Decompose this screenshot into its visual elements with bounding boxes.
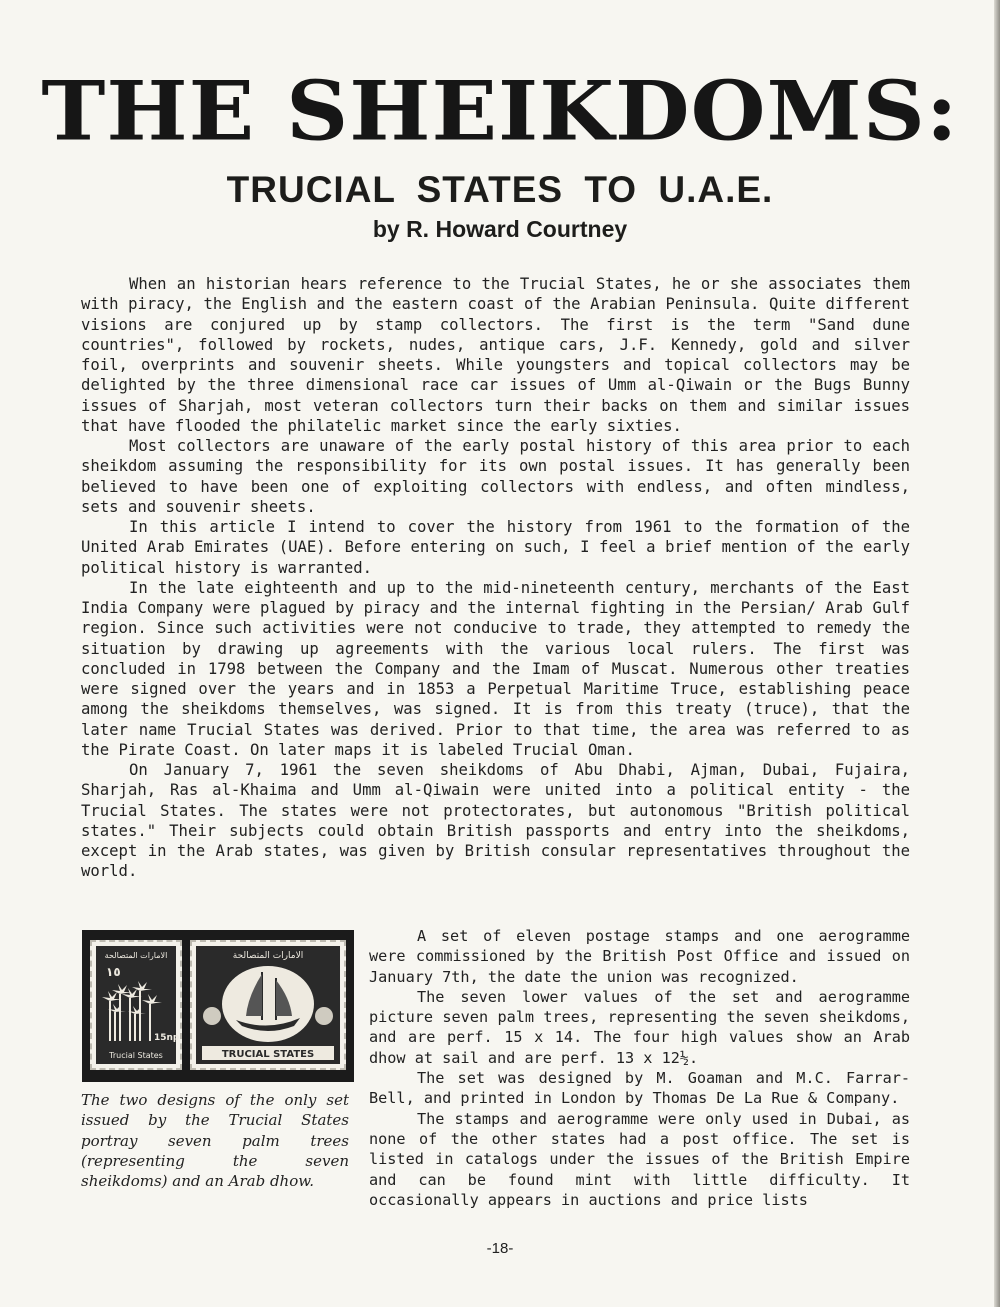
- paragraph: On January 7, 1961 the seven sheikdoms of Abu Dhabi, Ajman, Dubai, Fujaira, Sharjah, Ras al-Khaima and Umm al-Qiwain were united into a political entity - the Trucial States. The states were not protectorates, but autonomous "British political states." Their subjects could obtain British passports and entry into the sheikdoms, except in the Arab states, was given by British consular representatives throughout the world.: [81, 761, 910, 881]
- article-subtitle: TRUCIAL STATES TO U.A.E.: [226, 169, 774, 210]
- palm-stamp-value: 15np: [154, 1033, 180, 1043]
- paragraph: In this article I intend to cover the history from 1961 to the formation of the United Arab Emirates (UAE). Before entering on such, I feel a brief mention of the early political history is warranted.: [81, 518, 910, 577]
- paragraph: A set of eleven postage stamps and one aerogramme were commissioned by the British Post Office and issued on January 7th, the date the union was recognized.: [369, 927, 910, 986]
- page-number: -18-: [486, 1240, 514, 1257]
- article-title: THE SHEIKDOMS:: [41, 63, 959, 160]
- dhow-stamp-arabic: الامارات المتصالحة: [232, 951, 304, 961]
- paragraph: Most collectors are unaware of the early postal history of this area prior to each sheikdom assuming the responsibility for its own postal issues. It has generally been believed to have been one of exploiting collectors with endless, and often mindless, sets and souvenir sheets.: [81, 437, 910, 516]
- paragraph: The stamps and aerogramme were only used in Dubai, as none of the other states had a post office. The set is listed in catalogs under the issues of the British Empire and can be found mint with little difficulty. It occasionally appears in auctions and price lists: [369, 1109, 910, 1209]
- palm-stamp-numeral: ١٥: [106, 965, 121, 979]
- figure-caption: The two designs of the only set issued by the Trucial States portray seven palm trees (representing the seven sheikdoms) and an Arab dhow.: [81, 1091, 349, 1191]
- stamp-figure: [82, 930, 354, 1082]
- palm-stamp-label: Trucial States: [109, 1051, 163, 1060]
- paragraph: In the late eighteenth and up to the mid-nineteenth century, merchants of the East India Company were plagued by piracy and the internal fighting in the Persian/ Arab Gulf region. Since such activities were not conducive to trade, they attempted to remedy the situation by drawing up agreements with the various local rulers. The first was concluded in 1798 between the Company and the Imam of Muscat. Numerous other treaties were signed over the years and in 1853 a Perpetual Maritime Truce, establishing peace among the sheikdoms themselves, was signed. It is from this treaty (truce), that the later name Trucial States was derived. Prior to that time, the area was referred to as the Pirate Coast. On later maps it is labeled Trucial Oman.: [81, 578, 910, 759]
- paragraph: The set was designed by M. Goaman and M.C. Farrar-Bell, and printed in London by Thomas De La Rue & Company.: [369, 1069, 910, 1108]
- article-body: [81, 274, 910, 882]
- palm-stamp: [90, 940, 182, 1070]
- palm-stamp-arabic: الامارات المتصالحة: [104, 951, 168, 960]
- dhow-stamp-label: TRUCIAL STATES: [221, 1049, 315, 1060]
- dhow-stamp-image: [196, 946, 340, 1064]
- right-column: [369, 926, 910, 1210]
- palm-stamp-image: [96, 946, 180, 1064]
- paragraph: The seven lower values of the set and aerogramme picture seven palm trees, representing the seven sheikdoms, and are perf. 15 x 14. The four high values show an Arab dhow at sail and are perf. 13 x 12½.: [369, 987, 910, 1067]
- paragraph: When an historian hears reference to the Trucial States, he or she associates them with piracy, the English and the eastern coast of the Arabian Peninsula. Quite different visions are conjured up by stamp collectors. The first is the term "Sand dune countries", followed by rockets, nudes, antique cars, J.F. Kennedy, gold and silver foil, overprints and souvenir sheets. While youngsters and topical collectors may be delighted by the three dimensional race car issues of Umm al-Qiwain or the Bugs Bunny issues of Sharjah, most veteran collectors turn their backs on them and similar issues that have flooded the philatelic market since the early sixties.: [81, 275, 910, 435]
- dhow-stamp: [190, 940, 346, 1070]
- article-byline: by R. Howard Courtney: [372, 216, 628, 242]
